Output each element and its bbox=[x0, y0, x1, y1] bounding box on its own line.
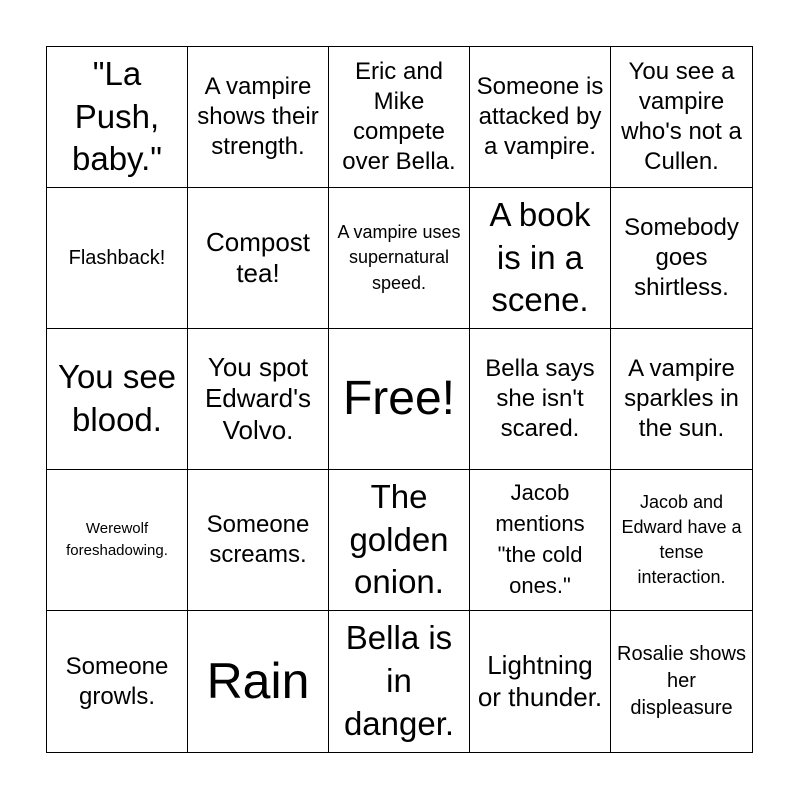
bingo-cell[interactable] bbox=[470, 611, 611, 752]
cell-text: Flashback! bbox=[68, 246, 166, 269]
cell-text: "La Push, baby." bbox=[72, 54, 162, 178]
bingo-cell[interactable] bbox=[611, 188, 752, 329]
free-space-text: Free! bbox=[342, 372, 456, 426]
cell-text: Lightning or thunder. bbox=[477, 650, 603, 712]
cell-text: The golden onion. bbox=[349, 477, 449, 601]
cell-text: Bella is in danger. bbox=[343, 619, 455, 742]
cell-text: A book is in a scene. bbox=[489, 195, 591, 319]
bingo-board bbox=[46, 46, 753, 753]
bingo-cell[interactable] bbox=[329, 611, 470, 752]
bingo-cell[interactable] bbox=[611, 329, 752, 470]
cell-text: A vampire shows their strength. bbox=[197, 73, 319, 160]
cell-text: A vampire sparkles in the sun. bbox=[624, 355, 739, 442]
bingo-cell[interactable] bbox=[47, 470, 188, 611]
cell-text: Someone growls. bbox=[65, 652, 169, 710]
bingo-cell[interactable] bbox=[47, 47, 188, 188]
bingo-cell[interactable] bbox=[470, 188, 611, 329]
bingo-cell[interactable] bbox=[188, 188, 329, 329]
bingo-cell[interactable] bbox=[47, 188, 188, 329]
cell-text: Bella says she isn't scared. bbox=[485, 355, 595, 442]
cell-text: Jacob mentions "the cold ones." bbox=[495, 480, 585, 598]
cell-text: Somebody goes shirtless. bbox=[624, 214, 739, 301]
cell-text: Rosalie shows her displeasure bbox=[617, 643, 746, 719]
bingo-cell[interactable] bbox=[470, 470, 611, 611]
bingo-cell[interactable] bbox=[611, 470, 752, 611]
bingo-cell[interactable] bbox=[470, 47, 611, 188]
bingo-cell[interactable] bbox=[188, 470, 329, 611]
cell-text: A vampire uses supernatural speed. bbox=[337, 222, 461, 293]
cell-text: Eric and Mike compete over Bella. bbox=[342, 58, 456, 175]
bingo-cell[interactable] bbox=[329, 470, 470, 611]
cell-text: Someone screams. bbox=[206, 511, 310, 568]
bingo-cell[interactable] bbox=[611, 611, 752, 752]
bingo-cell[interactable] bbox=[47, 611, 188, 752]
free-space-cell[interactable] bbox=[329, 329, 470, 470]
cell-text: You see blood. bbox=[57, 358, 177, 438]
cell-text: Compost tea! bbox=[205, 226, 311, 288]
bingo-cell[interactable] bbox=[188, 611, 329, 752]
bingo-cell[interactable] bbox=[470, 329, 611, 470]
bingo-cell[interactable] bbox=[47, 329, 188, 470]
bingo-cell[interactable] bbox=[188, 329, 329, 470]
cell-text: Jacob and Edward have a tense interaction. bbox=[621, 491, 742, 588]
bingo-cell[interactable] bbox=[188, 47, 329, 188]
cell-text: Rain bbox=[206, 652, 310, 709]
cell-text: Someone is attacked by a vampire. bbox=[476, 73, 604, 160]
cell-text: You see a vampire who's not a Cullen. bbox=[621, 58, 742, 175]
bingo-cell[interactable] bbox=[329, 188, 470, 329]
bingo-cell[interactable] bbox=[611, 47, 752, 188]
bingo-cell[interactable] bbox=[329, 47, 470, 188]
cell-text: Werewolf foreshadowing. bbox=[66, 520, 168, 559]
cell-text: You spot Edward's Volvo. bbox=[204, 352, 312, 445]
